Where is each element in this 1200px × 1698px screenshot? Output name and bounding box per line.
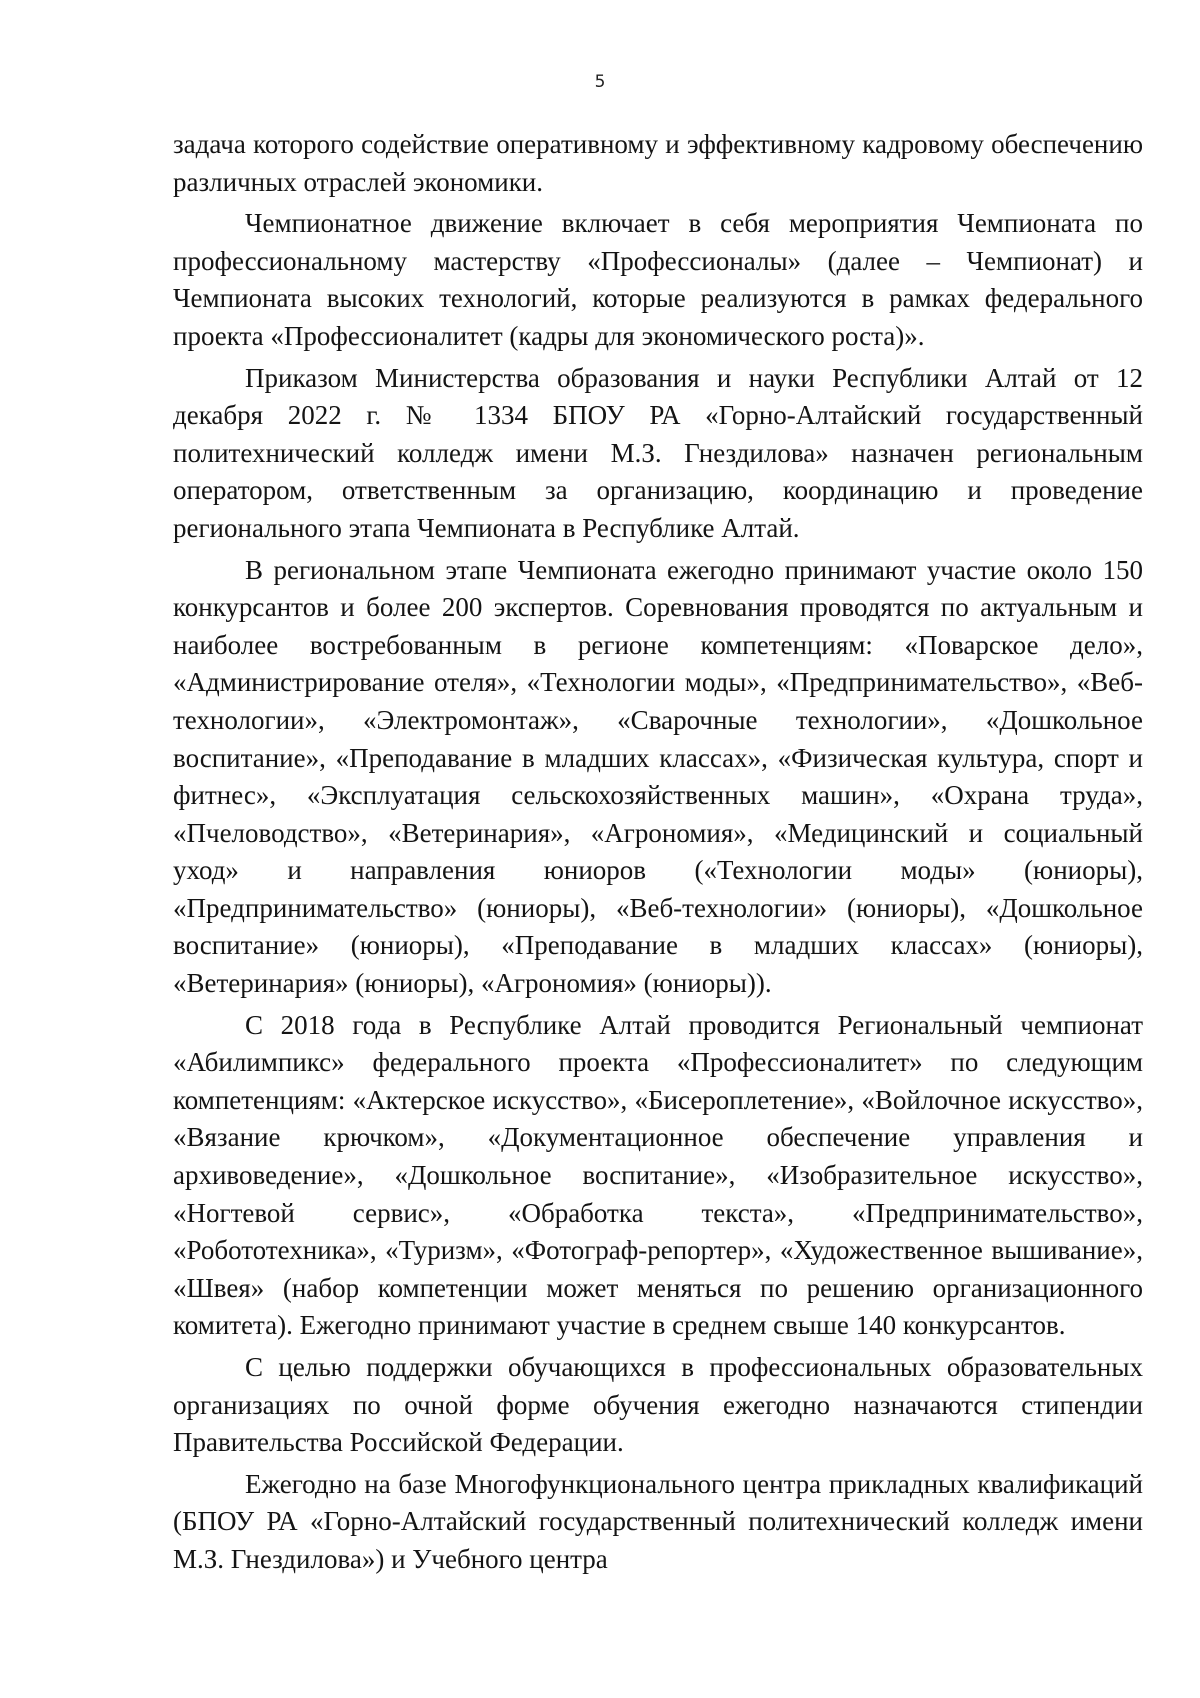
paragraph-ministry-order: Приказом Министерства образования и науки Республики Алтай от 12 декабря 2022 г. № 1334 БПОУ РА «Горно-Алтайский государственный политехнический колледж имени М.З. Гнездилова» назначен региональным оператором, ответственным за организацию, координацию и проведение регионального этапа Чемпионата в Республике Алтай. — [173, 362, 1143, 543]
paragraph-championship-movement: Чемпионатное движение включает в себя мероприятия Чемпионата по профессиональному мастерству «Профессионалы» (далее – Чемпионат) и Чемпионата высоких технологий, которые реализуются в рамках федерального проекта «Профессионалитет (кадры для экономического роста)». — [173, 208, 1143, 351]
paragraph-scholarships: С целью поддержки обучающихся в профессиональных образовательных организациях по очной форме обучения ежегодно назначаются стипендии Правительства Российской Федерации. — [173, 1352, 1143, 1458]
paragraph-qualification-center: Ежегодно на базе Многофункционального центра прикладных квалификаций (БПОУ РА «Горно-Алтайский государственный политехнический колледж имени М.З. Гнездилова») и Учебного центра — [173, 1468, 1143, 1574]
page-number: 5 — [594, 72, 606, 92]
paragraph-regional-stage: В региональном этапе Чемпионата ежегодно принимают участие около 150 конкурсантов и более 200 экспертов. Соревнования проводятся по актуальным и наиболее востребованным в регионе компетенциям: «Поварское дело», «Администрирование отеля», «Технологии моды», «Предпринимательство», «Веб-технологии», «Электромонтаж», «Сварочные технологии», «Дошкольное воспитание», «Преподавание в младших классах», «Физическая культура, спорт и фитнес», «Эксплуатация сельскохозяйственных машин», «Охрана труда», «Пчеловодство», «Ветеринария», «Агрономия», «Медицинский и социальный уход» и направления юниоров («Технологии моды» (юниоры), «Предпринимательство» (юниоры), «Веб-технологии» (юниоры), «Дошкольное воспитание» (юниоры), «Преподавание в младших классах» (юниоры), «Ветеринария» (юниоры), «Агрономия» (юниоры)). — [173, 554, 1143, 999]
document-body — [173, 126, 1143, 1579]
paragraph-abilympics: С 2018 года в Республике Алтай проводится Региональный чемпионат «Абилимпикс» федерального проекта «Профессионалитет» по следующим компетенциям: «Актерское искусство», «Бисероплетение», «Войлочное искусство», «Вязание крючком», «Документационное обеспечение управления и архивоведение», «Дошкольное воспитание», «Изобразительное искусство», «Ногтевой сервис», «Обработка текста», «Предпринимательство», «Робототехника», «Туризм», «Фотограф-репортер», «Художественное вышивание», «Швея» (набор компетенции может меняться по решению организационного комитета). Ежегодно принимают участие в среднем свыше 140 конкурсантов. — [173, 1009, 1143, 1341]
paragraph-continuation: задача которого содействие оперативному и эффективному кадровому обеспечению различных отраслей экономики. — [173, 129, 1143, 197]
